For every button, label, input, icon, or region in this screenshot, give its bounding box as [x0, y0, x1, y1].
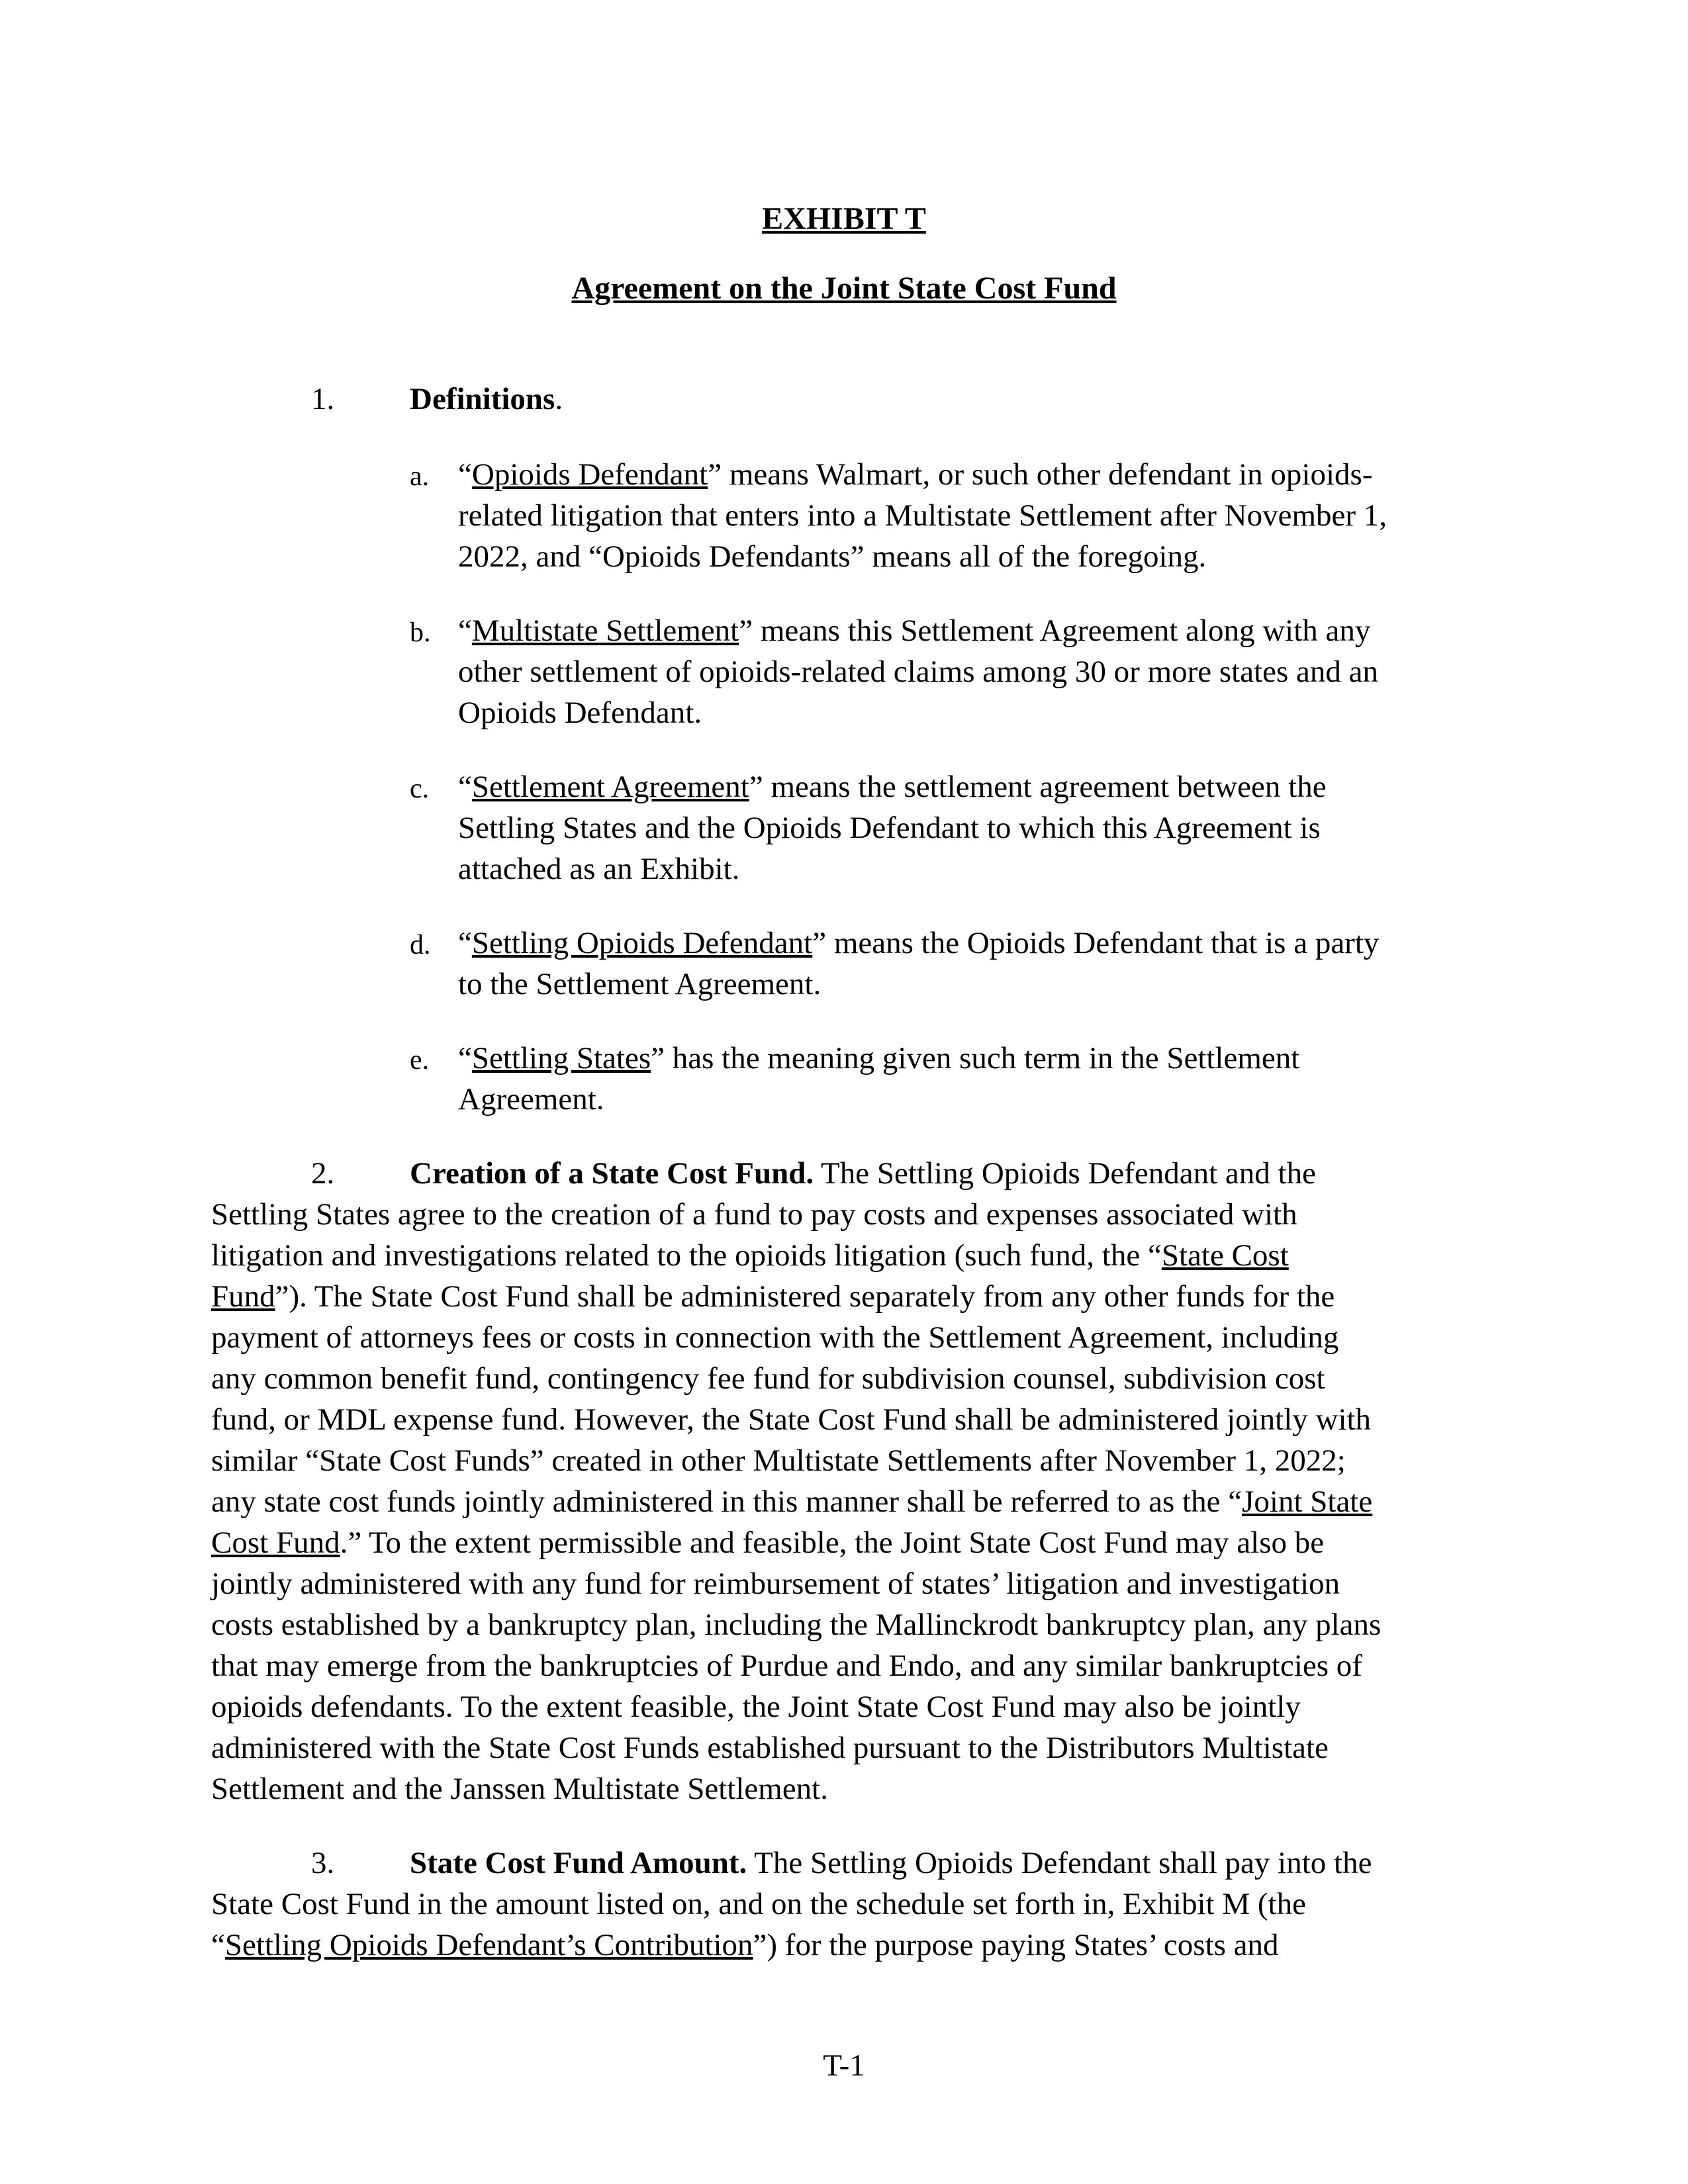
definition-b-line: “Multistate Settlement” means this Settlement Agreement along with any — [458, 614, 1371, 648]
definition-d-line: “Settling Opioids Defendant” means the Opioids Defendant that is a party — [458, 926, 1380, 960]
section-2-line: Settling States agree to the creation of a fund to pay costs and expenses associated with — [211, 1197, 1297, 1232]
term-multistate-settlement: Multistate Settlement — [471, 614, 739, 648]
section-2-line: Cost Fund.” To the extent permissible and feasible, the Joint State Cost Fund may also be — [211, 1525, 1325, 1560]
section-2-line: administered with the State Cost Funds established pursuant to the Distributors Multistate — [211, 1731, 1329, 1765]
section-2-line: Fund”). The State Cost Fund shall be administered separately from any other funds for the — [211, 1279, 1335, 1314]
section-3-line: “Settling Opioids Defendant’s Contribution”) for the purpose paying States’ costs and — [211, 1928, 1279, 1962]
definition-c-label: c. — [410, 774, 430, 804]
definition-b-line: Opioids Defendant. — [458, 696, 702, 730]
section-2-line: fund, or MDL expense fund. However, the State Cost Fund shall be administered jointly with — [211, 1402, 1372, 1437]
definition-e-line: Agreement. — [458, 1082, 604, 1116]
section-2-line: Settlement and the Janssen Multistate Settlement. — [211, 1772, 828, 1806]
section-2-line: any state cost funds jointly administered in this manner shall be referred to as the “Joint State — [211, 1484, 1373, 1519]
section-3-line: State Cost Fund Amount. The Settling Opioids Defendant shall pay into the — [410, 1846, 1372, 1880]
definition-e-line: “Settling States” has the meaning given such term in the Settlement — [458, 1041, 1300, 1075]
definition-a-line: 2022, and “Opioids Defendants” means all of the foregoing. — [458, 539, 1207, 574]
section-1-heading: Definitions. — [410, 382, 563, 416]
section-2-line: jointly administered with any fund for reimbursement of states’ litigation and investigation — [211, 1567, 1340, 1601]
section-3-line: State Cost Fund in the amount listed on, and on the schedule set forth in, Exhibit M (the — [211, 1887, 1306, 1921]
section-2-line: similar “State Cost Funds” created in other Multistate Settlements after November 1, 2022; — [211, 1443, 1346, 1478]
term-settlement-agreement: Settlement Agreement — [471, 770, 749, 804]
definition-a-line: related litigation that enters into a Multistate Settlement after November 1, — [458, 498, 1387, 533]
section-2-line: opioids defendants. To the extent feasible, the Joint State Cost Fund may also be jointly — [211, 1690, 1301, 1724]
definition-e-label: e. — [410, 1045, 430, 1075]
definition-b-line: other settlement of opioids-related claims among 30 or more states and an — [458, 655, 1379, 689]
definition-d-line: to the Settlement Agreement. — [458, 967, 821, 1001]
page-number: T-1 — [823, 2048, 865, 2083]
definition-d-label: d. — [410, 930, 431, 960]
definition-c-line: “Settlement Agreement” means the settlement agreement between the — [458, 770, 1327, 804]
definition-a-label: a. — [410, 461, 430, 492]
section-3-number: 3. — [311, 1846, 335, 1880]
section-2-number: 2. — [311, 1156, 335, 1191]
section-1-number: 1. — [311, 382, 335, 416]
agreement-title: Agreement on the Joint State Cost Fund — [571, 271, 1117, 306]
section-2-line: litigation and investigations related to the opioids litigation (such fund, the “State Cost — [211, 1238, 1289, 1273]
section-2-line: Creation of a State Cost Fund. The Settling Opioids Defendant and the — [410, 1156, 1316, 1191]
term-settling-states: Settling States — [471, 1041, 651, 1075]
section-2-line: costs established by a bankruptcy plan, including the Mallinckrodt bankruptcy plan, any plans — [211, 1608, 1382, 1642]
section-3-heading: State Cost Fund Amount. — [410, 1846, 747, 1880]
section-2-line: payment of attorneys fees or costs in connection with the Settlement Agreement, including — [211, 1320, 1339, 1355]
section-2-heading: Creation of a State Cost Fund. — [410, 1156, 814, 1191]
section-2-line: any common benefit fund, contingency fee fund for subdivision counsel, subdivision cost — [211, 1361, 1325, 1396]
definition-c-line: attached as an Exhibit. — [458, 852, 740, 886]
definition-b-label: b. — [410, 617, 431, 648]
definition-a-line: “Opioids Defendant” means Walmart, or such other defendant in opioids- — [458, 457, 1373, 492]
exhibit-title: EXHIBIT T — [762, 201, 926, 236]
term-settling-opioids-defendant: Settling Opioids Defendant — [471, 926, 813, 960]
term-opioids-defendant: Opioids Defendant — [471, 457, 708, 492]
section-2-line: that may emerge from the bankruptcies of Purdue and Endo, and any similar bankruptcies of — [211, 1649, 1362, 1683]
definition-c-line: Settling States and the Opioids Defendant to which this Agreement is — [458, 811, 1321, 845]
